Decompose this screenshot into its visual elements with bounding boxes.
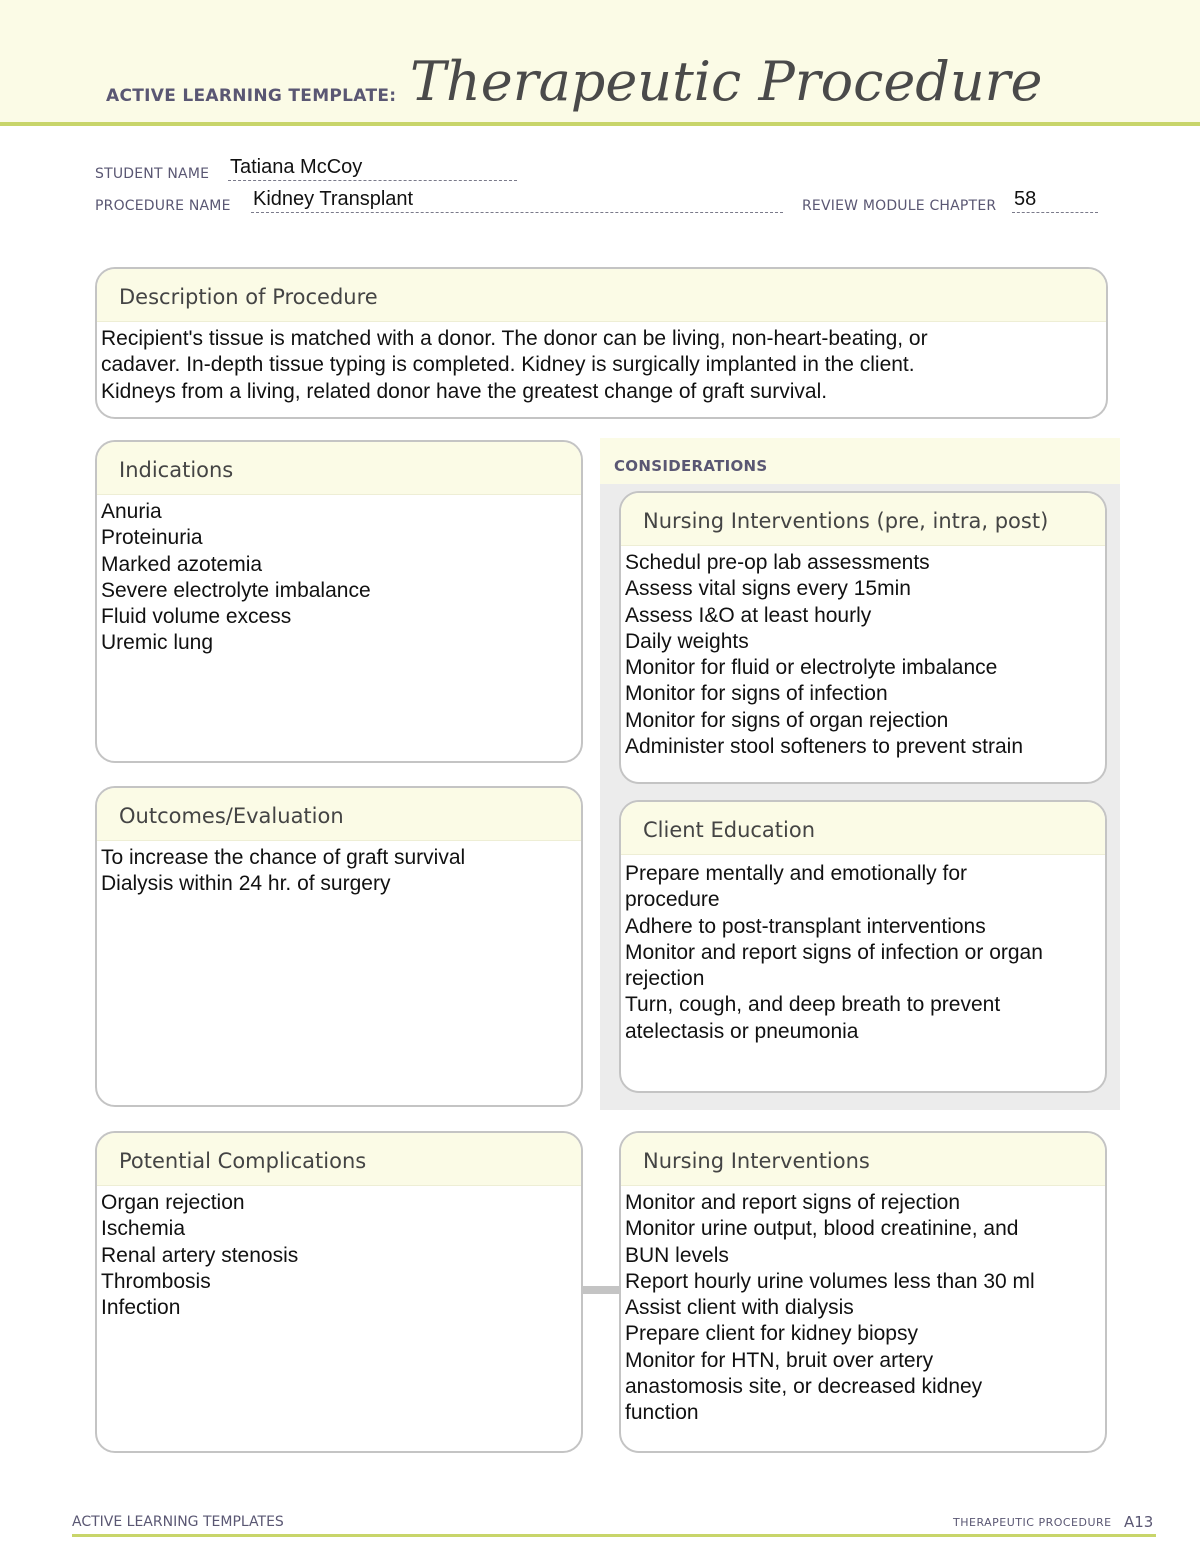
indications-heading: Indications: [97, 442, 581, 495]
list-item: Marked azotemia: [101, 552, 263, 576]
complications-box: [95, 1131, 583, 1453]
list-item: Monitor and report signs of rejection: [625, 1191, 961, 1214]
nursing-interventions-box: [619, 1131, 1107, 1453]
list-item: Assess vital signs every 15min: [625, 577, 911, 601]
indications-box: [95, 440, 583, 763]
description-line: Kidneys from a living, related donor have the greatest change of graft survival.: [101, 379, 828, 403]
list-item: Monitor for signs of organ rejection: [625, 708, 949, 732]
list-item: procedure: [625, 888, 720, 912]
list-item: atelectasis or pneumonia: [625, 1019, 859, 1043]
review-module-underline: [1012, 212, 1098, 213]
list-item: Schedul pre-op lab assessments: [625, 551, 930, 574]
list-item: anastomosis site, or decreased kidney: [625, 1375, 983, 1399]
indications-field[interactable]: [97, 495, 581, 657]
periop-interventions-heading: Nursing Interventions (pre, intra, post): [621, 493, 1105, 546]
list-item: Thrombosis: [101, 1269, 211, 1293]
description-line: Recipient's tissue is matched with a donor. The donor can be living, non-heart-beating, or: [101, 327, 928, 350]
client-education-box: [619, 800, 1107, 1093]
list-item: Infection: [101, 1296, 181, 1320]
outcomes-field[interactable]: [97, 841, 581, 898]
complications-heading: Potential Complications: [97, 1133, 581, 1186]
box-connector: [583, 1286, 621, 1294]
complications-field[interactable]: [97, 1186, 581, 1321]
list-item: rejection: [625, 967, 705, 991]
procedure-name-underline: [251, 212, 783, 213]
outcomes-box: [95, 786, 583, 1107]
client-education-heading: Client Education: [621, 802, 1105, 855]
page-title: Therapeutic Procedure: [410, 50, 1043, 113]
list-item: Daily weights: [625, 629, 749, 653]
student-name-underline: [228, 180, 517, 181]
list-item: Uremic lung: [101, 631, 214, 655]
list-item: Report hourly urine volumes less than 30 ml: [625, 1269, 1035, 1293]
footer-rule: [72, 1534, 1156, 1537]
list-item: Monitor urine output, blood creatinine, and: [625, 1217, 1019, 1241]
considerations-label: CONSIDERATIONS: [614, 457, 768, 475]
list-item: Prepare mentally and emotionally for: [625, 862, 968, 885]
student-name-field[interactable]: Tatiana McCoy: [230, 156, 363, 178]
list-item: BUN levels: [625, 1243, 729, 1267]
description-heading: Description of Procedure: [97, 269, 1106, 322]
list-item: Turn, cough, and deep breath to prevent: [625, 993, 1001, 1017]
description-box: [95, 267, 1108, 419]
procedure-name-label: PROCEDURE NAME: [95, 198, 231, 214]
outcomes-heading: Outcomes/Evaluation: [97, 788, 581, 841]
list-item: To increase the chance of graft survival: [101, 846, 466, 869]
list-item: function: [625, 1401, 699, 1425]
review-module-label: REVIEW MODULE CHAPTER: [802, 198, 997, 214]
page-number: A13: [1124, 1513, 1154, 1531]
review-module-chapter-field[interactable]: 58: [1014, 188, 1037, 210]
nursing-interventions-heading: Nursing Interventions: [621, 1133, 1105, 1186]
description-line: cadaver. In-depth tissue typing is completed. Kidney is surgically implanted in the client.: [101, 353, 915, 377]
list-item: Monitor for HTN, bruit over artery: [625, 1348, 934, 1372]
periop-interventions-field[interactable]: [621, 546, 1105, 760]
list-item: Monitor and report signs of infection or organ: [625, 940, 1043, 964]
list-item: Severe electrolyte imbalance: [101, 578, 371, 602]
list-item: Proteinuria: [101, 526, 203, 550]
periop-interventions-box: [619, 491, 1107, 784]
list-item: Renal artery stenosis: [101, 1243, 299, 1267]
footer-left-label: ACTIVE LEARNING TEMPLATES: [72, 1514, 284, 1530]
nursing-interventions-field[interactable]: [621, 1186, 1105, 1427]
list-item: Adhere to post-transplant interventions: [625, 914, 986, 938]
list-item: Fluid volume excess: [101, 605, 292, 629]
list-item: Prepare client for kidney biopsy: [625, 1322, 918, 1346]
template-label: ACTIVE LEARNING TEMPLATE:: [106, 86, 397, 106]
list-item: Administer stool softeners to prevent strain: [625, 735, 1024, 759]
list-item: Assist client with dialysis: [625, 1296, 854, 1320]
list-item: Organ rejection: [101, 1191, 245, 1214]
student-name-label: STUDENT NAME: [95, 166, 210, 182]
footer-right-label: THERAPEUTIC PROCEDURE: [953, 1516, 1112, 1529]
list-item: Monitor for signs of infection: [625, 682, 888, 706]
list-item: Monitor for fluid or electrolyte imbalance: [625, 656, 998, 680]
client-education-field[interactable]: [621, 855, 1105, 1045]
procedure-name-field[interactable]: Kidney Transplant: [253, 188, 414, 210]
list-item: Ischemia: [101, 1217, 186, 1241]
description-field[interactable]: [97, 322, 1106, 405]
list-item: Dialysis within 24 hr. of surgery: [101, 872, 391, 896]
list-item: Assess I&O at least hourly: [625, 603, 872, 627]
list-item: Anuria: [101, 500, 162, 523]
